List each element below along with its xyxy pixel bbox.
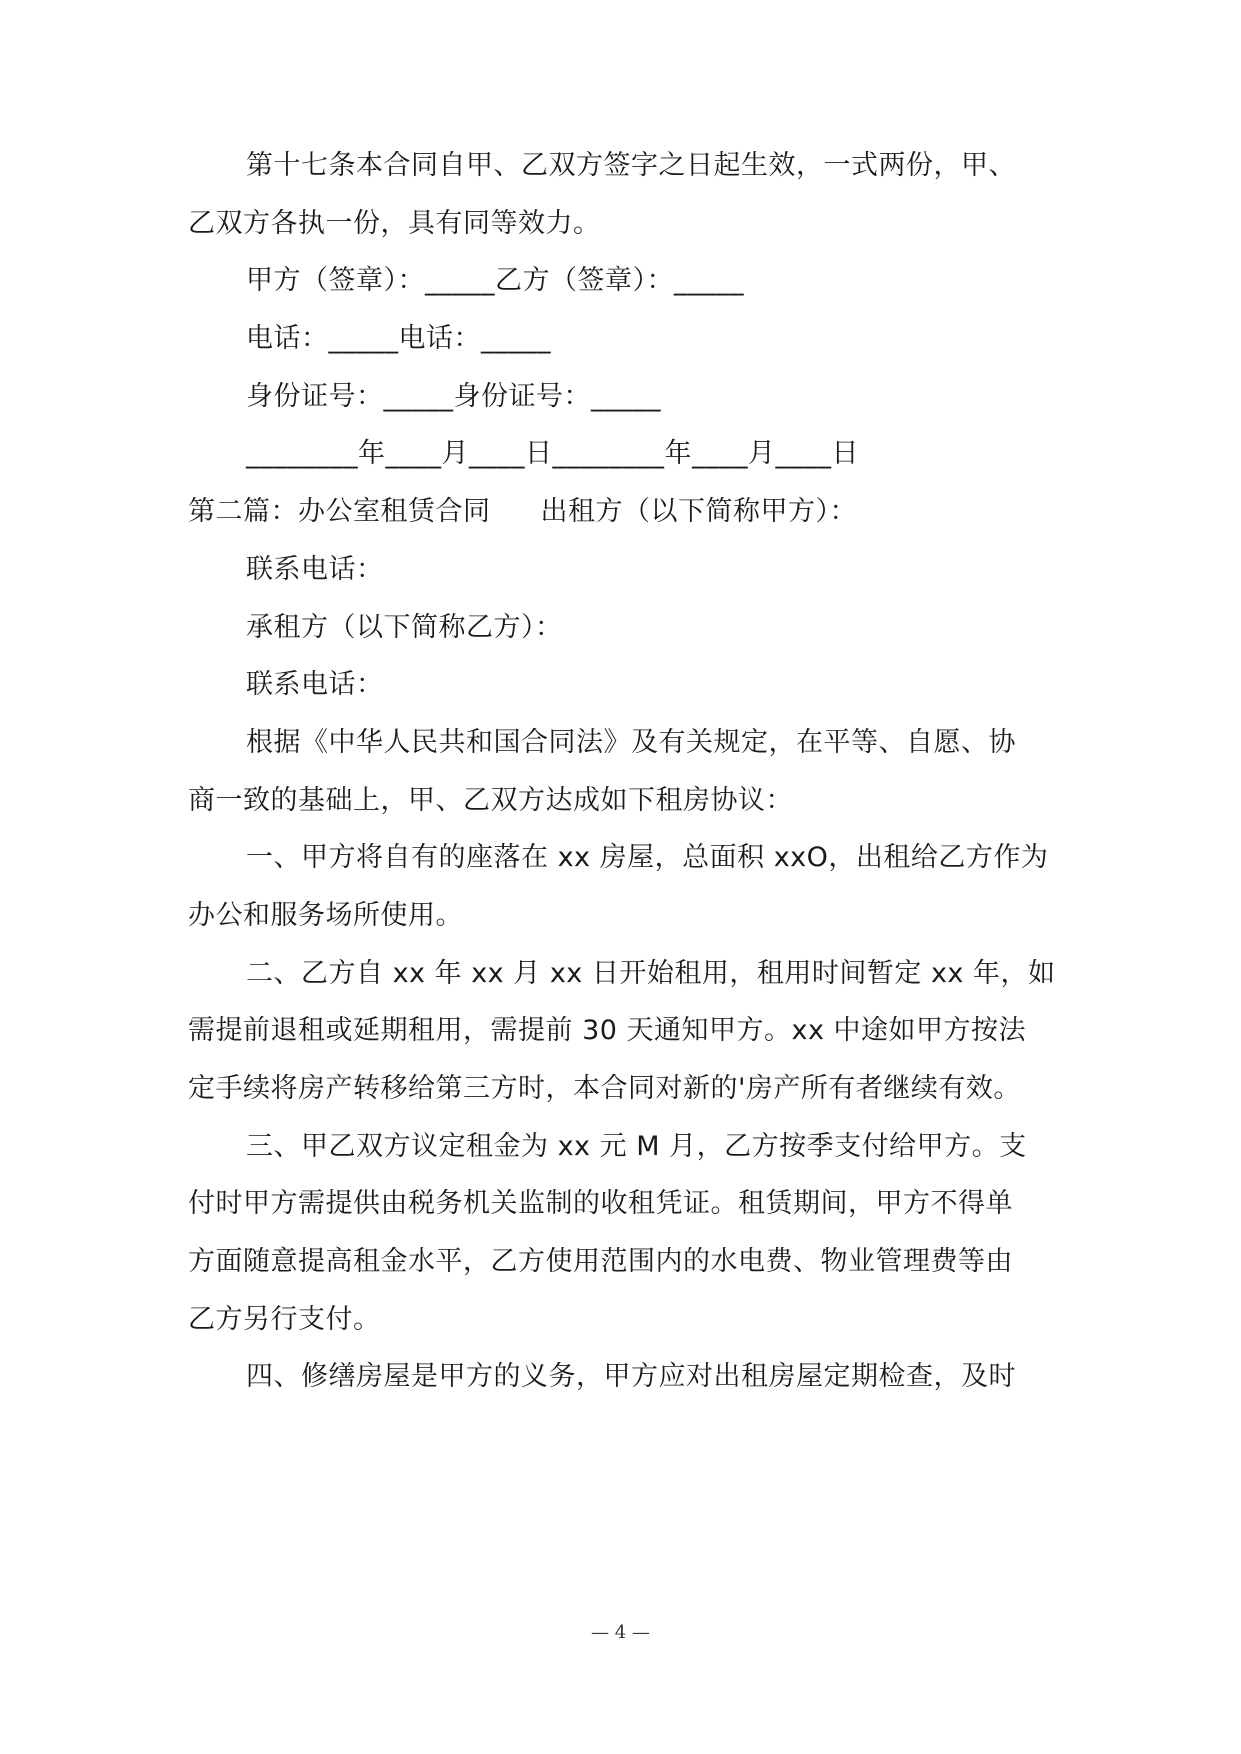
text-line: 方面随意提高租金水平，乙方使用范围内的水电费、物业管理费等由 [188,1246,1013,1277]
page-number: — 4 — [591,1622,650,1643]
date-line: ________年____月____日________年____月____日 [246,438,859,469]
section-title: 第二篇：办公室租赁合同 [188,496,491,527]
text-line: 二、乙方自 xx 年 xx 月 xx 日开始租用，租用时间暂定 xx 年，如 [246,958,1056,989]
text-line: 乙方另行支付。 [188,1304,381,1335]
text-line: 需提前退租或延期租用，需提前 30 天通知甲方。xx 中途如甲方按法 [188,1015,1027,1046]
text-line: 联系电话： [246,669,384,700]
id-number-line: 身份证号：_____身份证号：_____ [246,381,661,412]
text-line: 联系电话： [246,554,384,585]
text-line: 根据《中华人民共和国合同法》及有关规定，在平等、自愿、协 [246,727,1016,758]
signature-line: 甲方（签章）：_____乙方（签章）：_____ [246,265,744,296]
section-heading [188,494,857,530]
text-line: 第十七条本合同自甲、乙双方签字之日起生效，一式两份，甲、 [246,150,1016,181]
text-line: 付时甲方需提供由税务机关监制的收租凭证。租赁期间，甲方不得单 [188,1188,1013,1219]
text-line: 乙双方各执一份，具有同等效力。 [188,208,601,239]
text-line: 三、甲乙双方议定租金为 xx 元 M 月，乙方按季支付给甲方。支 [246,1131,1027,1162]
text-line: 承租方（以下简称乙方）： [246,612,563,643]
text-line: 办公和服务场所使用。 [188,900,463,931]
text-line: 商一致的基础上，甲、乙双方达成如下租房协议： [188,785,793,816]
phone-line: 电话：_____电话：_____ [246,323,551,354]
text-line: 定手续将房产转移给第三方时，本合同对新的'房产所有者继续有效。 [188,1073,1021,1104]
text-line: 一、甲方将自有的座落在 xx 房屋，总面积 xxO，出租给乙方作为 [246,842,1049,873]
text-line: 四、修缮房屋是甲方的义务，甲方应对出租房屋定期检查，及时 [246,1361,1016,1392]
lessor-label: 出租方（以下简称甲方）： [540,496,857,527]
